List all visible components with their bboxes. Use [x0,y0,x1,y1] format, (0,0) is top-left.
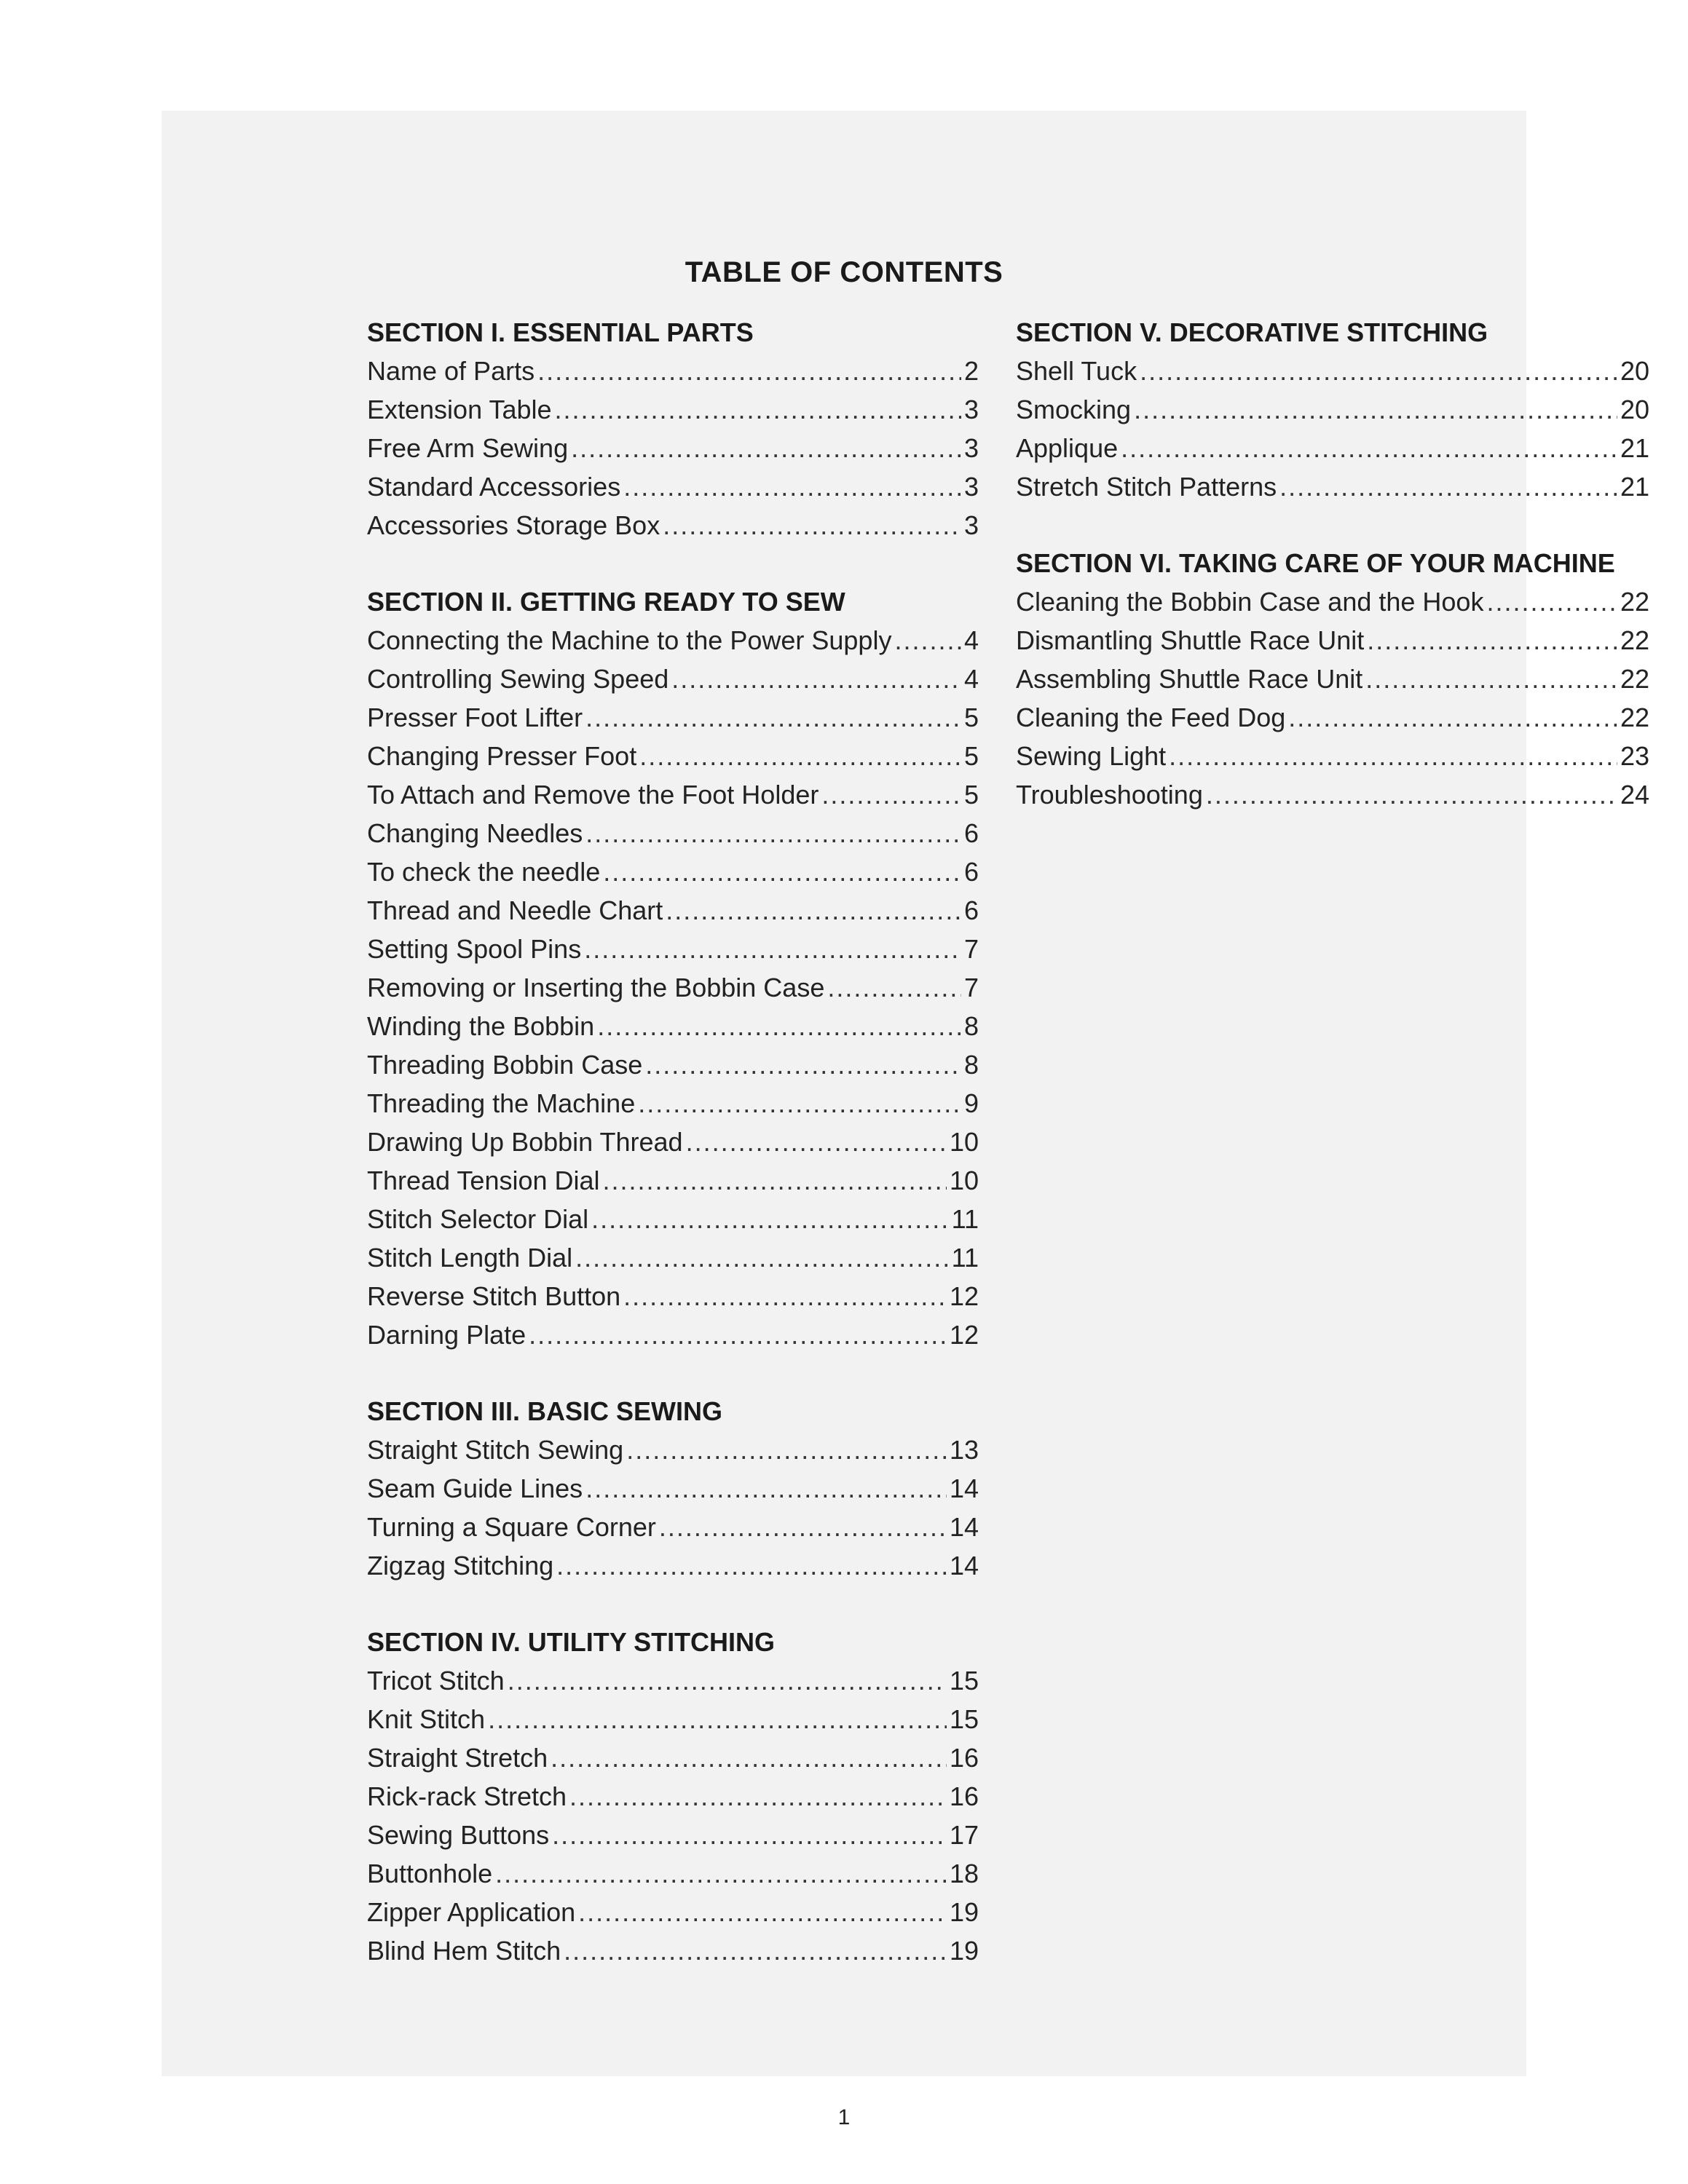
toc-entry-label: Cleaning the Bobbin Case and the Hook [1016,587,1484,617]
dot-leader [626,1431,947,1469]
toc-entry-page: 3 [963,433,979,463]
toc-entry-page: 6 [963,895,979,925]
toc-section [1016,544,1649,814]
toc-entry [367,1469,979,1508]
dot-leader [495,1854,947,1893]
toc-section [1016,313,1649,506]
toc-entry-label: Assembling Shuttle Race Unit [1016,664,1363,694]
toc-entry-label: Darning Plate [367,1320,526,1350]
toc-entry [1016,582,1649,621]
dot-leader [585,814,961,852]
toc-entry-label: Accessories Storage Box [367,510,660,540]
dot-leader [1288,698,1617,737]
toc-entry-page: 19 [949,1936,979,1966]
toc-entry [367,891,979,930]
toc-entry-page: 19 [949,1897,979,1927]
dot-leader [1206,775,1617,814]
toc-entry-label: Threading the Machine [367,1088,636,1118]
dot-leader [488,1700,947,1738]
toc-entry-label: Blind Hem Stitch [367,1936,561,1966]
toc-entry-page: 3 [963,510,979,540]
toc-entry-page: 18 [949,1859,979,1888]
toc-entry-label: Reverse Stitch Button [367,1281,621,1311]
dot-leader [555,390,961,429]
toc-entry-label: Knit Stitch [367,1704,486,1734]
toc-entry [367,930,979,968]
dot-leader [556,1546,947,1585]
page-number: 1 [837,2105,851,2129]
toc-entry [367,1508,979,1546]
dot-leader [671,660,961,698]
toc-entry-page: 5 [963,741,979,771]
dot-leader [508,1661,947,1700]
toc-entry-label: Shell Tuck [1016,356,1137,386]
toc-entry-page: 6 [963,818,979,848]
toc-entry [367,506,979,545]
toc-entry-label: To check the needle [367,857,601,887]
toc-entry-page: 22 [1620,587,1649,617]
toc-entry-label: Rick-rack Stretch [367,1781,567,1811]
toc-entry-label: Buttonhole [367,1859,493,1888]
toc-entry-page: 16 [949,1743,979,1773]
toc-entry-page: 15 [949,1704,979,1734]
dot-leader [666,891,961,930]
dot-leader [623,467,961,506]
toc-entry-page: 17 [949,1820,979,1850]
toc-left-column [367,313,979,2008]
toc-entry-label: Zigzag Stitching [367,1551,554,1580]
toc-entry-page: 11 [951,1204,979,1234]
dot-leader [603,1161,947,1200]
toc-entry-label: Cleaning the Feed Dog [1016,703,1286,732]
toc-entry-label: Controlling Sewing Speed [367,664,669,694]
toc-entry [1016,429,1649,467]
dot-leader [821,775,961,814]
toc-entry-page: 8 [963,1050,979,1080]
dot-leader [663,506,961,545]
dot-leader [639,737,961,775]
toc-entry-label: Changing Presser Foot [367,741,637,771]
dot-leader [645,1045,961,1084]
toc-entry-page: 21 [1620,433,1649,463]
toc-entry-label: Name of Parts [367,356,535,386]
toc-entry-page: 13 [949,1435,979,1465]
toc-entry-label: Troubleshooting [1016,780,1203,810]
dot-leader [623,1277,947,1315]
dot-leader [1365,660,1617,698]
toc-entry [1016,352,1649,390]
toc-entry-label: Zipper Application [367,1897,576,1927]
toc-entry-page: 22 [1620,703,1649,732]
toc-entry-label: Thread Tension Dial [367,1166,600,1195]
toc-entry [367,698,979,737]
document-page [162,111,1649,2129]
dot-leader [1279,467,1617,506]
toc-entry-label: Free Arm Sewing [367,433,569,463]
toc-entry-label: Tricot Stitch [367,1666,505,1696]
dot-leader [564,1931,947,1970]
toc-entry [367,1238,979,1277]
toc-entry-label: Standard Accessories [367,472,621,502]
toc-entry-label: Drawing Up Bobbin Thread [367,1127,683,1157]
toc-entry [367,1315,979,1354]
toc-entry-label: Smocking [1016,395,1132,424]
dot-leader [1367,621,1617,660]
toc-entry [367,1931,979,1970]
toc-entry-page: 11 [951,1243,979,1273]
dot-leader [578,1893,947,1931]
section-heading: SECTION IV. UTILITY STITCHING [367,1627,776,1657]
toc-entry [367,621,979,660]
toc-entry-label: Winding the Bobbin [367,1011,595,1041]
toc-entry-label: Dismantling Shuttle Race Unit [1016,625,1365,655]
toc-section [367,582,979,1354]
toc-entry-page: 12 [949,1281,979,1311]
toc-entry [367,775,979,814]
dot-leader [659,1508,947,1546]
toc-entry [1016,775,1649,814]
dot-leader [1121,429,1617,467]
toc-entry-page: 12 [949,1320,979,1350]
toc-entry-label: Setting Spool Pins [367,934,582,964]
dot-leader [638,1084,961,1123]
toc-entry-label: Thread and Needle Chart [367,895,663,925]
dot-leader [585,1469,947,1508]
toc-entry [367,1200,979,1238]
toc-entry-page: 23 [1620,741,1649,771]
toc-section [367,1392,979,1585]
dot-leader [1486,582,1617,621]
toc-entry-label: Changing Needles [367,818,583,848]
toc-entry-page: 6 [963,857,979,887]
toc-entry-label: Threading Bobbin Case [367,1050,643,1080]
dot-leader [827,968,961,1007]
toc-entry-page: 21 [1620,472,1649,502]
toc-entry-page: 9 [963,1088,979,1118]
dot-leader [597,1007,961,1045]
toc-entry-label: To Attach and Remove the Foot Holder [367,780,819,810]
dot-leader [584,930,961,968]
section-heading: SECTION II. GETTING READY TO SEW [367,587,845,617]
dot-leader [569,1777,947,1816]
toc-entry-page: 10 [949,1166,979,1195]
toc-entry [367,1738,979,1777]
toc-entry-label: Seam Guide Lines [367,1473,583,1503]
toc-entry [367,660,979,698]
dot-leader [1134,390,1617,429]
toc-entry [1016,660,1649,698]
toc-entry [1016,390,1649,429]
toc-entry [367,1431,979,1469]
toc-entry-page: 3 [963,395,979,424]
toc-entry [367,1546,979,1585]
toc-entry-label: Stitch Length Dial [367,1243,573,1273]
toc-entry [367,1816,979,1854]
toc-entry [367,1123,979,1161]
toc-entry-label: Turning a Square Corner [367,1512,656,1542]
toc-entry [367,1007,979,1045]
toc-entry-page: 22 [1620,625,1649,655]
toc-entry [367,390,979,429]
section-heading: SECTION V. DECORATIVE STITCHING [1016,317,1488,347]
toc-entry [1016,698,1649,737]
toc-entry [367,737,979,775]
toc-right-column [1016,313,1649,852]
toc-entry [367,467,979,506]
toc-entry [367,1700,979,1738]
toc-entry [367,1893,979,1931]
toc-entry-page: 2 [963,356,979,386]
toc-entry-label: Stitch Selector Dial [367,1204,589,1234]
toc-entry-page: 15 [949,1666,979,1696]
toc-entry-label: Straight Stitch Sewing [367,1435,624,1465]
dot-leader [529,1315,947,1354]
toc-entry-page: 8 [963,1011,979,1041]
toc-entry-label: Sewing Buttons [367,1820,550,1850]
toc-entry-page: 5 [963,780,979,810]
toc-entry [367,968,979,1007]
toc-entry-label: Straight Stretch [367,1743,548,1773]
toc-entry-label: Connecting the Machine to the Power Supply [367,625,892,655]
toc-entry [367,1661,979,1700]
dot-leader [537,352,961,390]
toc-entry-page: 10 [949,1127,979,1157]
toc-entry-label: Extension Table [367,395,552,424]
toc-entry-label: Applique [1016,433,1119,463]
toc-entry-page: 14 [949,1473,979,1503]
toc-entry-page: 14 [949,1512,979,1542]
toc-entry-label: Removing or Inserting the Bobbin Case [367,973,825,1002]
section-heading: SECTION VI. TAKING CARE OF YOUR MACHINE [1016,548,1615,578]
toc-entry [367,1084,979,1123]
toc-entry-page: 14 [949,1551,979,1580]
dot-leader [571,429,961,467]
toc-entry-page: 16 [949,1781,979,1811]
toc-entry-page: 4 [963,625,979,655]
toc-entry [367,1045,979,1084]
toc-entry-page: 20 [1620,395,1649,424]
toc-entry-page: 20 [1620,356,1649,386]
toc-entry-page: 3 [963,472,979,502]
toc-entry [367,1277,979,1315]
dot-leader [591,1200,949,1238]
dot-leader [551,1738,947,1777]
dot-leader [1169,737,1617,775]
toc-entry-label: Sewing Light [1016,741,1167,771]
toc-entry-label: Stretch Stitch Patterns [1016,472,1277,502]
dot-leader [575,1238,948,1277]
toc-entry [367,429,979,467]
toc-entry [367,852,979,891]
toc-entry [367,814,979,852]
toc-entry [1016,467,1649,506]
toc-entry [367,1854,979,1893]
toc-entry-page: 7 [963,934,979,964]
dot-leader [1140,352,1617,390]
toc-entry [367,1161,979,1200]
page-title: TABLE OF CONTENTS [685,256,1003,288]
toc-section [367,313,979,545]
dot-leader [603,852,961,891]
toc-entry [1016,621,1649,660]
toc-entry [1016,737,1649,775]
dot-leader [552,1816,947,1854]
toc-entry-label: Presser Foot Lifter [367,703,583,732]
toc-entry-page: 5 [963,703,979,732]
toc-entry-page: 22 [1620,664,1649,694]
toc-section [367,1623,979,1970]
dot-leader [585,698,961,737]
toc-entry-page: 24 [1620,780,1649,810]
dot-leader [686,1123,947,1161]
section-heading: SECTION III. BASIC SEWING [367,1396,723,1426]
toc-entry [367,352,979,390]
toc-entry [367,1777,979,1816]
toc-entry-page: 4 [963,664,979,694]
section-heading: SECTION I. ESSENTIAL PARTS [367,317,754,347]
toc-entry-page: 7 [963,973,979,1002]
dot-leader [894,621,961,660]
